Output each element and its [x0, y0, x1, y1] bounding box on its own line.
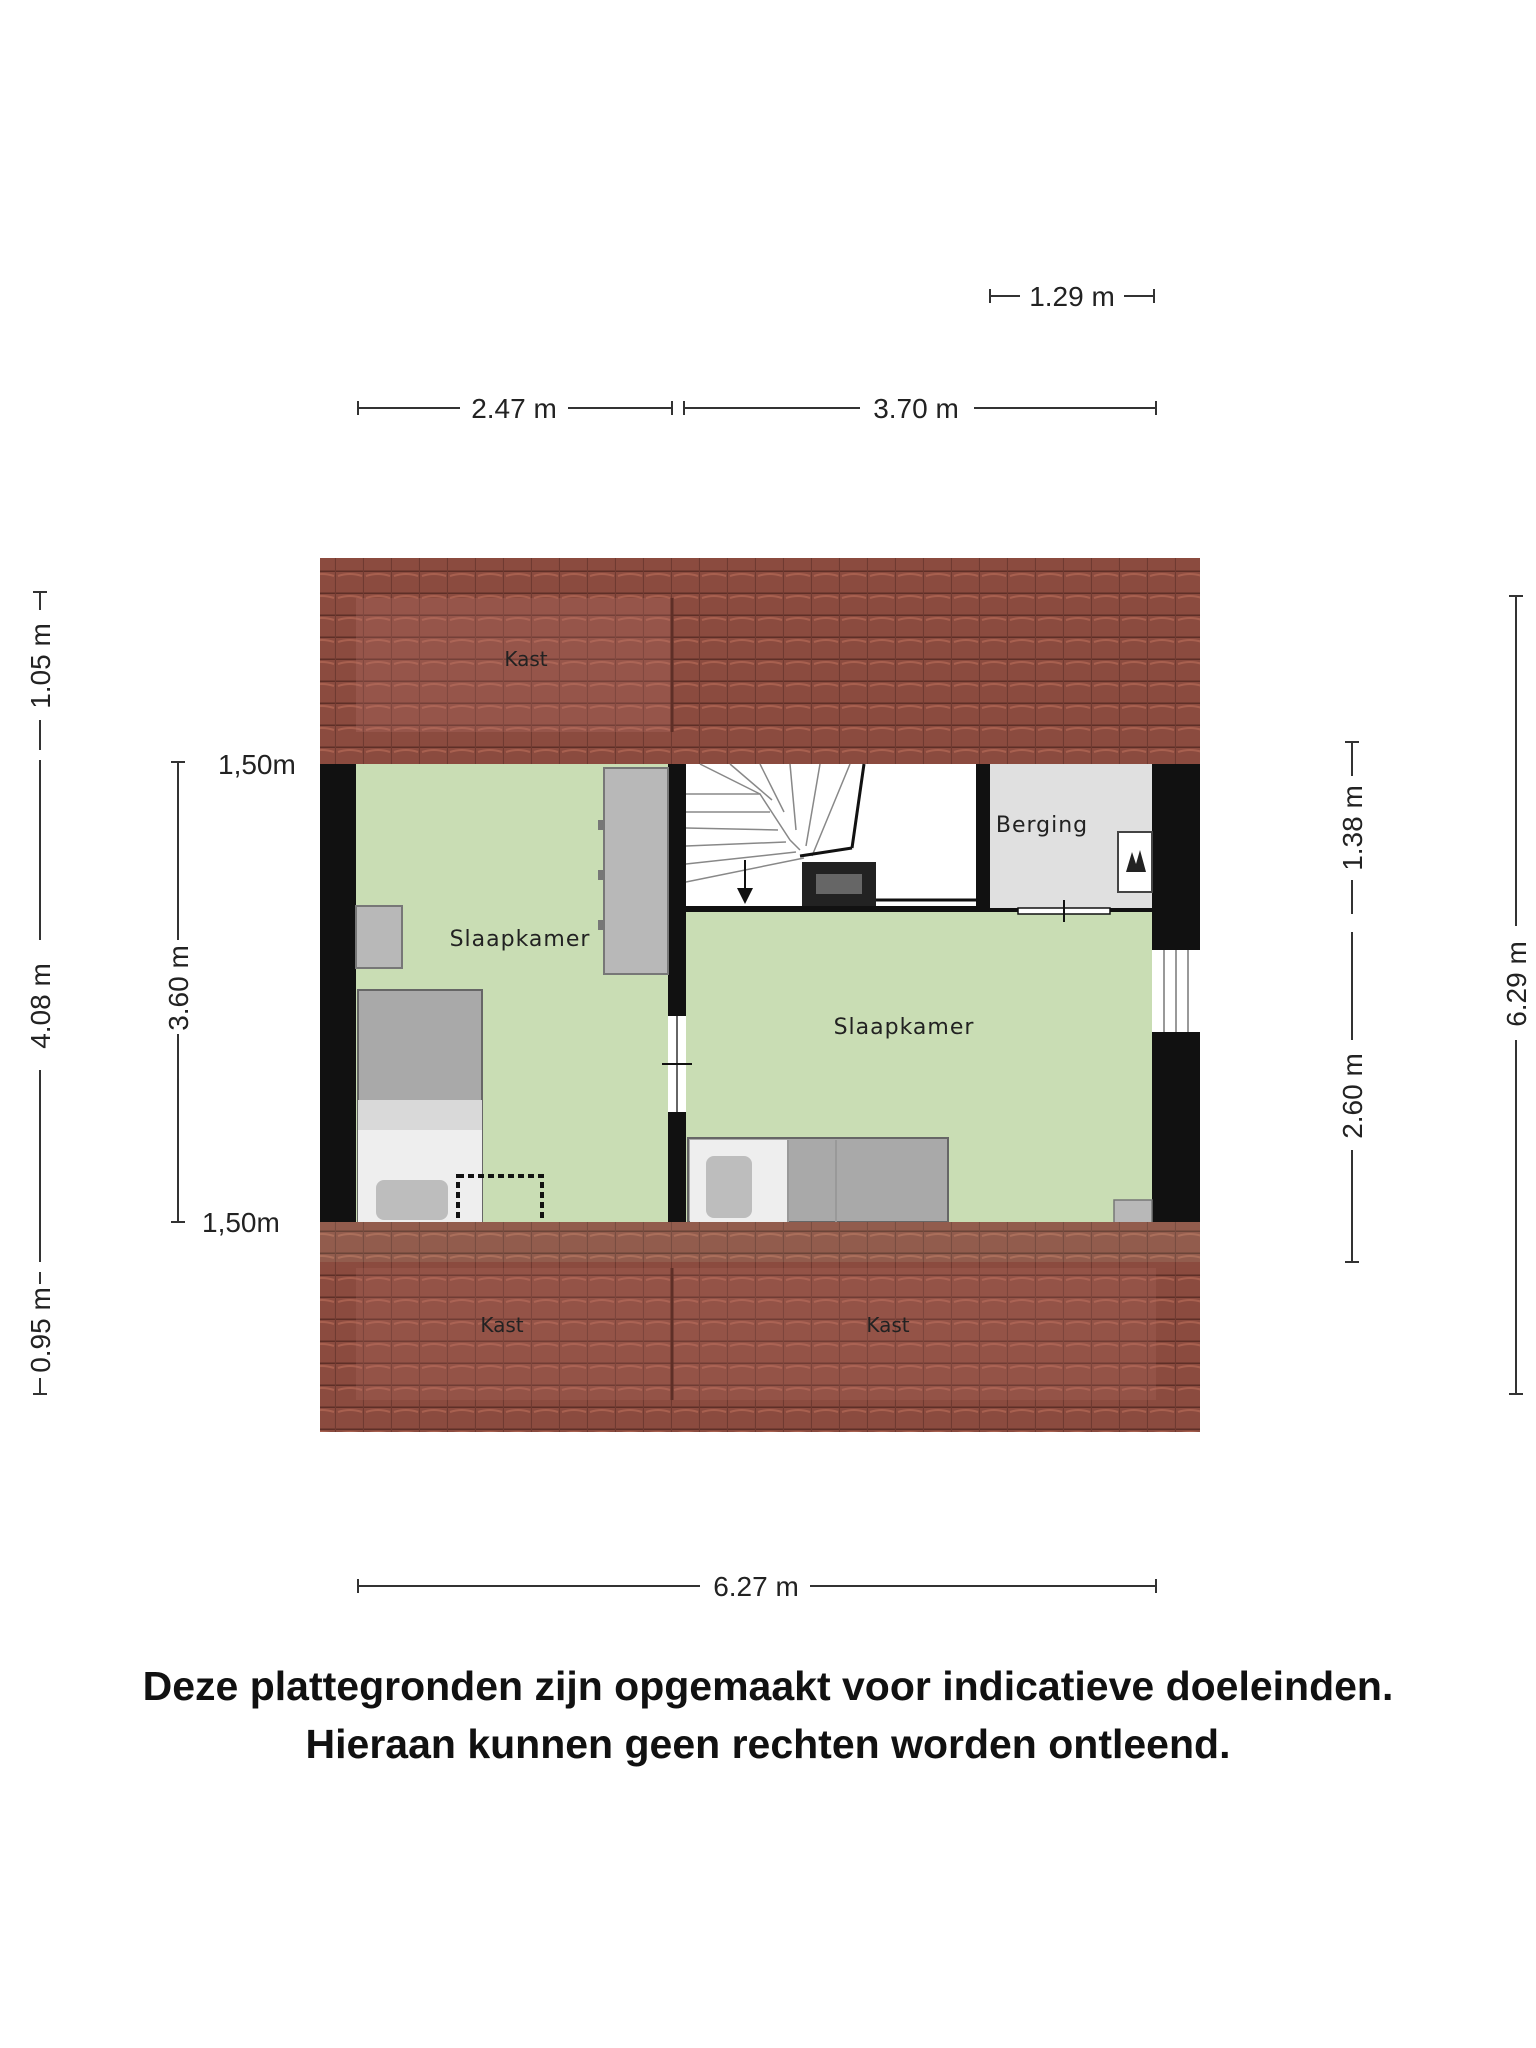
dim-right-outer: 6.29 m [1501, 941, 1532, 1027]
dim-top-small: 1.29 m [1029, 281, 1115, 312]
disclaimer-line-1: Deze plattegronden zijn opgemaakt voor indicatieve doeleinden. [142, 1663, 1394, 1709]
kast-bottom-right-label: Kast [866, 1313, 910, 1337]
ceiling-height-top: 1,50m [218, 749, 296, 780]
nightstand [356, 906, 402, 968]
disclaimer-line-2: Hieraan kunnen geen rechten worden ontleend. [305, 1721, 1231, 1767]
wardrobe-left [604, 768, 668, 974]
berging-label: Berging [995, 813, 1089, 838]
radiator [1114, 1200, 1152, 1224]
dim-left-top: 1.05 m [25, 623, 56, 709]
slaapkamer-right-label: Slaapkamer [833, 1015, 975, 1040]
kast-top-label: Kast [504, 647, 548, 671]
dim-bottom: 6.27 m [713, 1571, 799, 1602]
dim-right-middle: 2.60 m [1337, 1053, 1368, 1139]
dim-right-top: 1.38 m [1337, 785, 1368, 871]
slaapkamer-left-label: Slaapkamer [449, 927, 591, 952]
kast-bottom-left-label: Kast [480, 1313, 524, 1337]
dim-left-middle: 4.08 m [25, 963, 56, 1049]
dim-top-left: 2.47 m [471, 393, 557, 424]
dim-left-bottom: 0.95 m [25, 1287, 56, 1373]
dim-top-right: 3.70 m [873, 393, 959, 424]
ceiling-height-bottom: 1,50m [202, 1207, 280, 1238]
dim-left-inner: 3.60 m [163, 945, 194, 1031]
